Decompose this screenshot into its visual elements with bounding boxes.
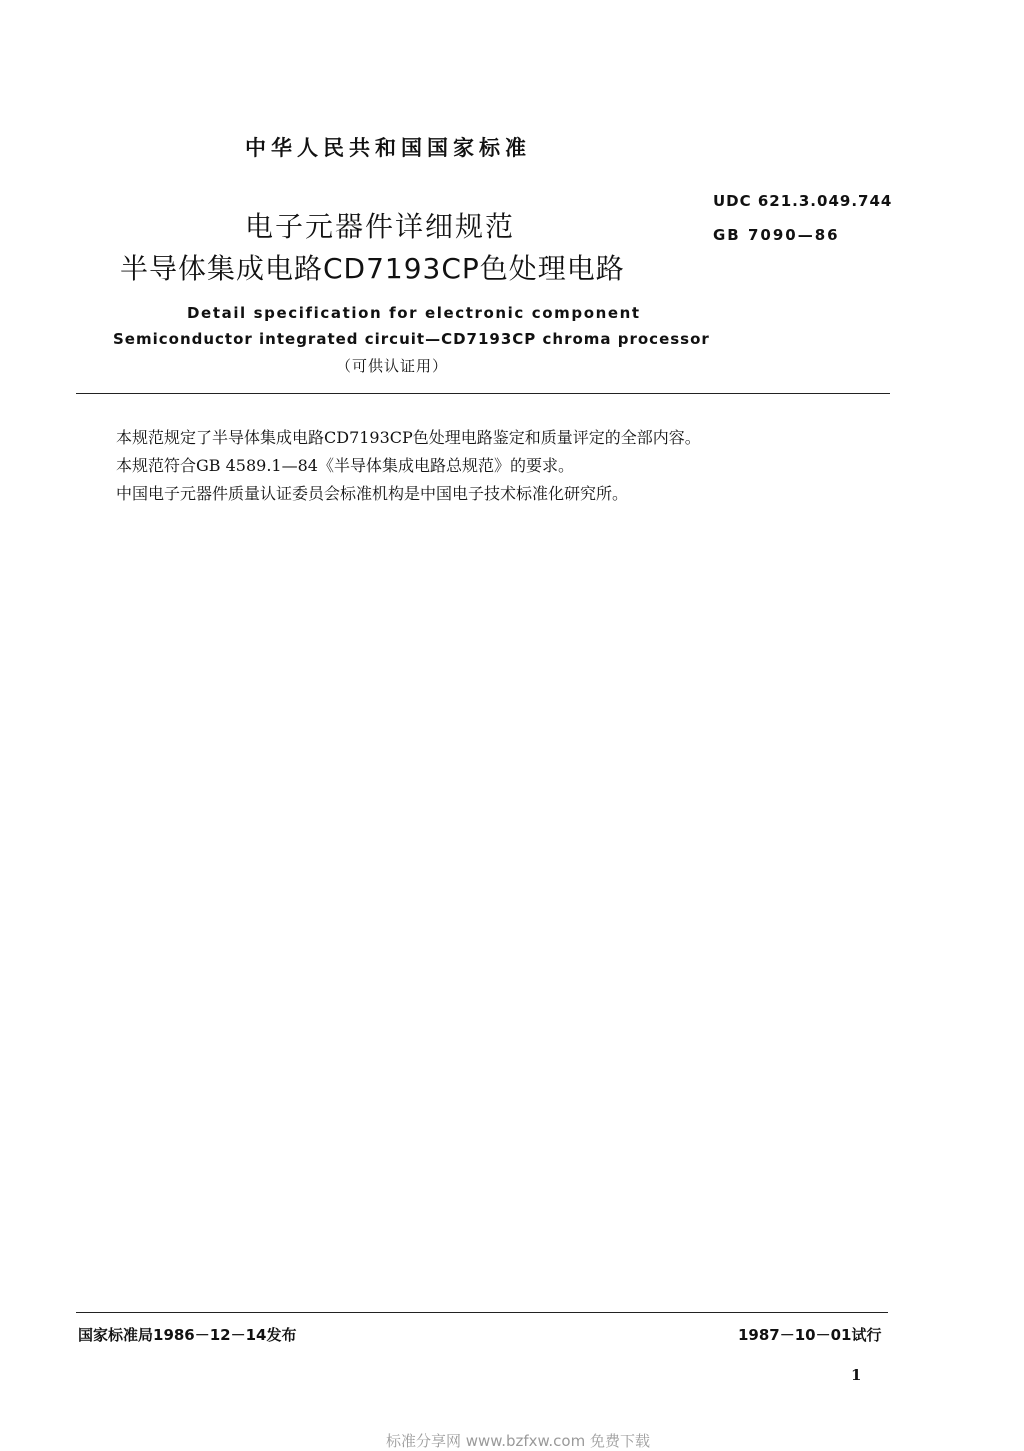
english-title-line-2: Semiconductor integrated circuit—CD7193CP chroma processor (113, 330, 710, 348)
title-line-1: 电子元器件详细规范 (245, 210, 516, 243)
header-divider (76, 393, 890, 394)
udc-code: UDC 621.3.049.744 (713, 192, 893, 210)
issue-date: 国家标准局1986－12－14发布 (78, 1326, 297, 1344)
gb-standard-number: GB 7090—86 (713, 226, 840, 244)
footer-divider (76, 1312, 888, 1313)
national-standard-heading: 中华人民共和国国家标准 (245, 136, 531, 160)
effective-date: 1987－10－01试行 (738, 1326, 882, 1344)
page-number: 1 (851, 1366, 862, 1384)
body-paragraph: 中国电子元器件质量认证委员会标准机构是中国电子技术标准化研究所。 (116, 484, 629, 503)
body-paragraph: 本规范符合GB 4589.1—84《半导体集成电路总规范》的要求。 (116, 456, 574, 475)
title-line-2: 半导体集成电路CD7193CP色处理电路 (120, 252, 625, 285)
watermark: 标准分享网 www.bzfxw.com 免费下载 (386, 1432, 650, 1450)
body-paragraph: 本规范规定了半导体集成电路CD7193CP色处理电路鉴定和质量评定的全部内容。 (116, 428, 701, 447)
english-title-line-1: Detail specification for electronic component (187, 304, 641, 322)
certification-note: （可供认证用） (336, 357, 449, 375)
